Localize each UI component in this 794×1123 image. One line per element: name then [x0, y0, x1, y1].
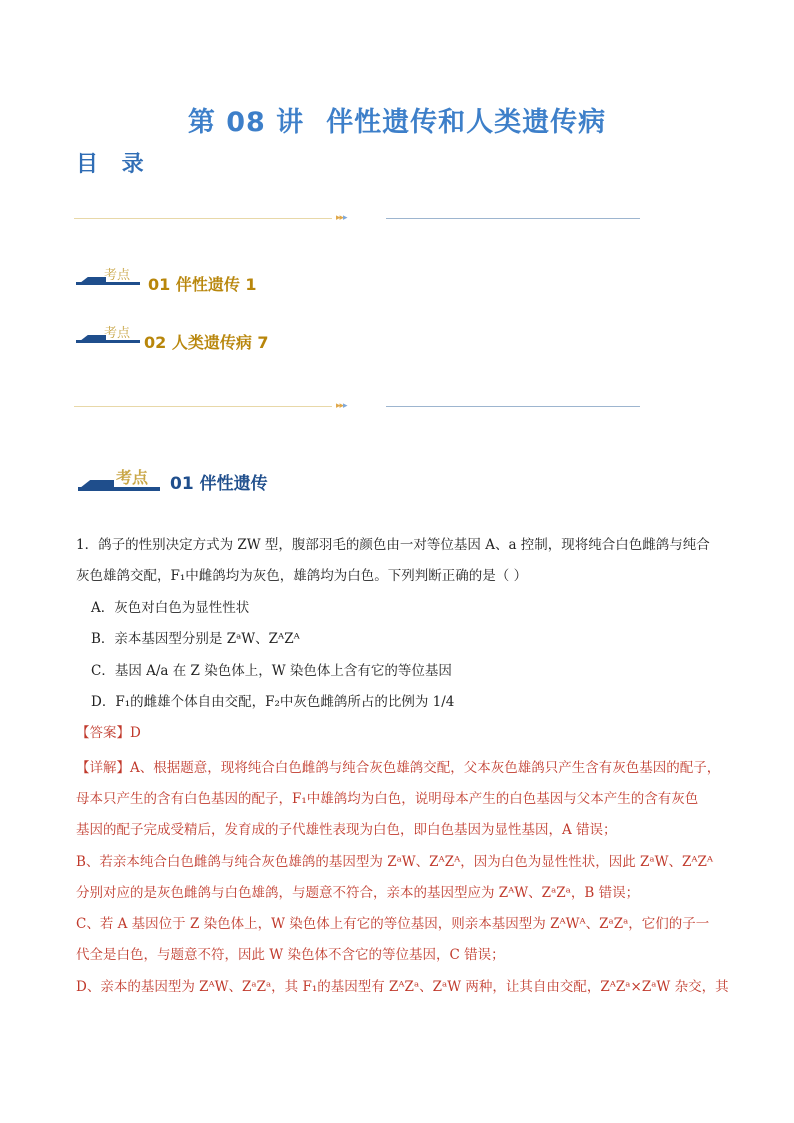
option-b: B．亲本基因型分别是 ZᵃW、ZᴬZᴬ	[91, 631, 300, 647]
explanation-line-5: 分别对应的是灰色雌鸽与白色雄鸽，与题意不符合，亲本的基因型应为 ZᴬW、ZᵃZᵃ，B 错误；	[76, 885, 640, 901]
explanation-tag: 【详解】	[76, 760, 130, 776]
toc-entry-1[interactable]: 01 伴性遗传 1	[148, 275, 257, 294]
section-title: 01 伴性遗传	[170, 474, 268, 494]
explanation-line-2: 母本只产生的含有白色基因的配子，F₁中雄鸽均为白色，说明母本产生的白色基因与父本产生的含有灰色	[76, 791, 699, 807]
question-line-1: 1．鸽子的性别决定方式为 ZW 型，腹部羽毛的颜色由一对等位基因 A、a 控制，现将纯合白色雌鸽与纯合	[76, 537, 710, 553]
option-c: C．基因 A/a 在 Z 染色体上，W 染色体上含有它的等位基因	[91, 663, 452, 679]
explanation-line-6: C、若 A 基因位于 Z 染色体上，W 染色体上有它的等位基因，则亲本基因型为 ZᴬWᴬ、ZᵃZᵃ，它们的子一	[76, 916, 710, 932]
option-a: A．灰色对白色为显性性状	[91, 600, 250, 616]
explanation-line-1: 【详解】A、根据题意，现将纯合白色雌鸽与纯合灰色雄鸽交配，父本灰色雄鸽只产生含有灰色基因的配子，	[76, 760, 721, 776]
toc-heading: 目 录	[76, 152, 152, 177]
section-tag: 考点	[78, 467, 160, 493]
divider-top: ▸▸▸	[74, 212, 640, 224]
answer-value: D	[130, 725, 141, 741]
question-line-2: 灰色雄鸽交配，F₁中雌鸽均为灰色，雄鸽均为白色。下列判断正确的是（ ）	[76, 568, 528, 584]
explanation-line-7: 代全是白色，与题意不符，因此 W 染色体不含它的等位基因，C 错误；	[76, 947, 505, 963]
option-d: D．F₁的雌雄个体自由交配，F₂中灰色雌鸽所占的比例为 1/4	[91, 694, 455, 710]
explanation-line-8: D、亲本的基因型为 ZᴬW、ZᵃZᵃ，其 F₁的基因型有 ZᴬZᵃ、ZᵃW 两种，让其自由交配，ZᴬZᵃ×ZᵃW 杂交，其	[76, 979, 729, 995]
answer-line	[76, 723, 141, 743]
divider-bottom: ▸▸▸	[74, 400, 640, 412]
toc-tag-1: 考点	[76, 268, 140, 288]
explanation-line-3: 基因的配子完成受精后，发育成的子代雄性表现为白色，即白色基因为显性基因，A 错误；	[76, 822, 617, 838]
answer-tag: 【答案】	[76, 725, 130, 741]
toc-tag-2: 考点	[76, 326, 140, 346]
explanation-line-4: B、若亲本纯合白色雌鸽与纯合灰色雄鸽的基因型为 ZᵃW、ZᴬZᴬ，因为白色为显性性状，因此 ZᵃW、ZᴬZᴬ	[76, 854, 713, 870]
toc-entry-2[interactable]: 02 人类遗传病 7	[144, 333, 269, 352]
page-title: 第 08 讲 伴性遗传和人类遗传病	[187, 107, 607, 138]
